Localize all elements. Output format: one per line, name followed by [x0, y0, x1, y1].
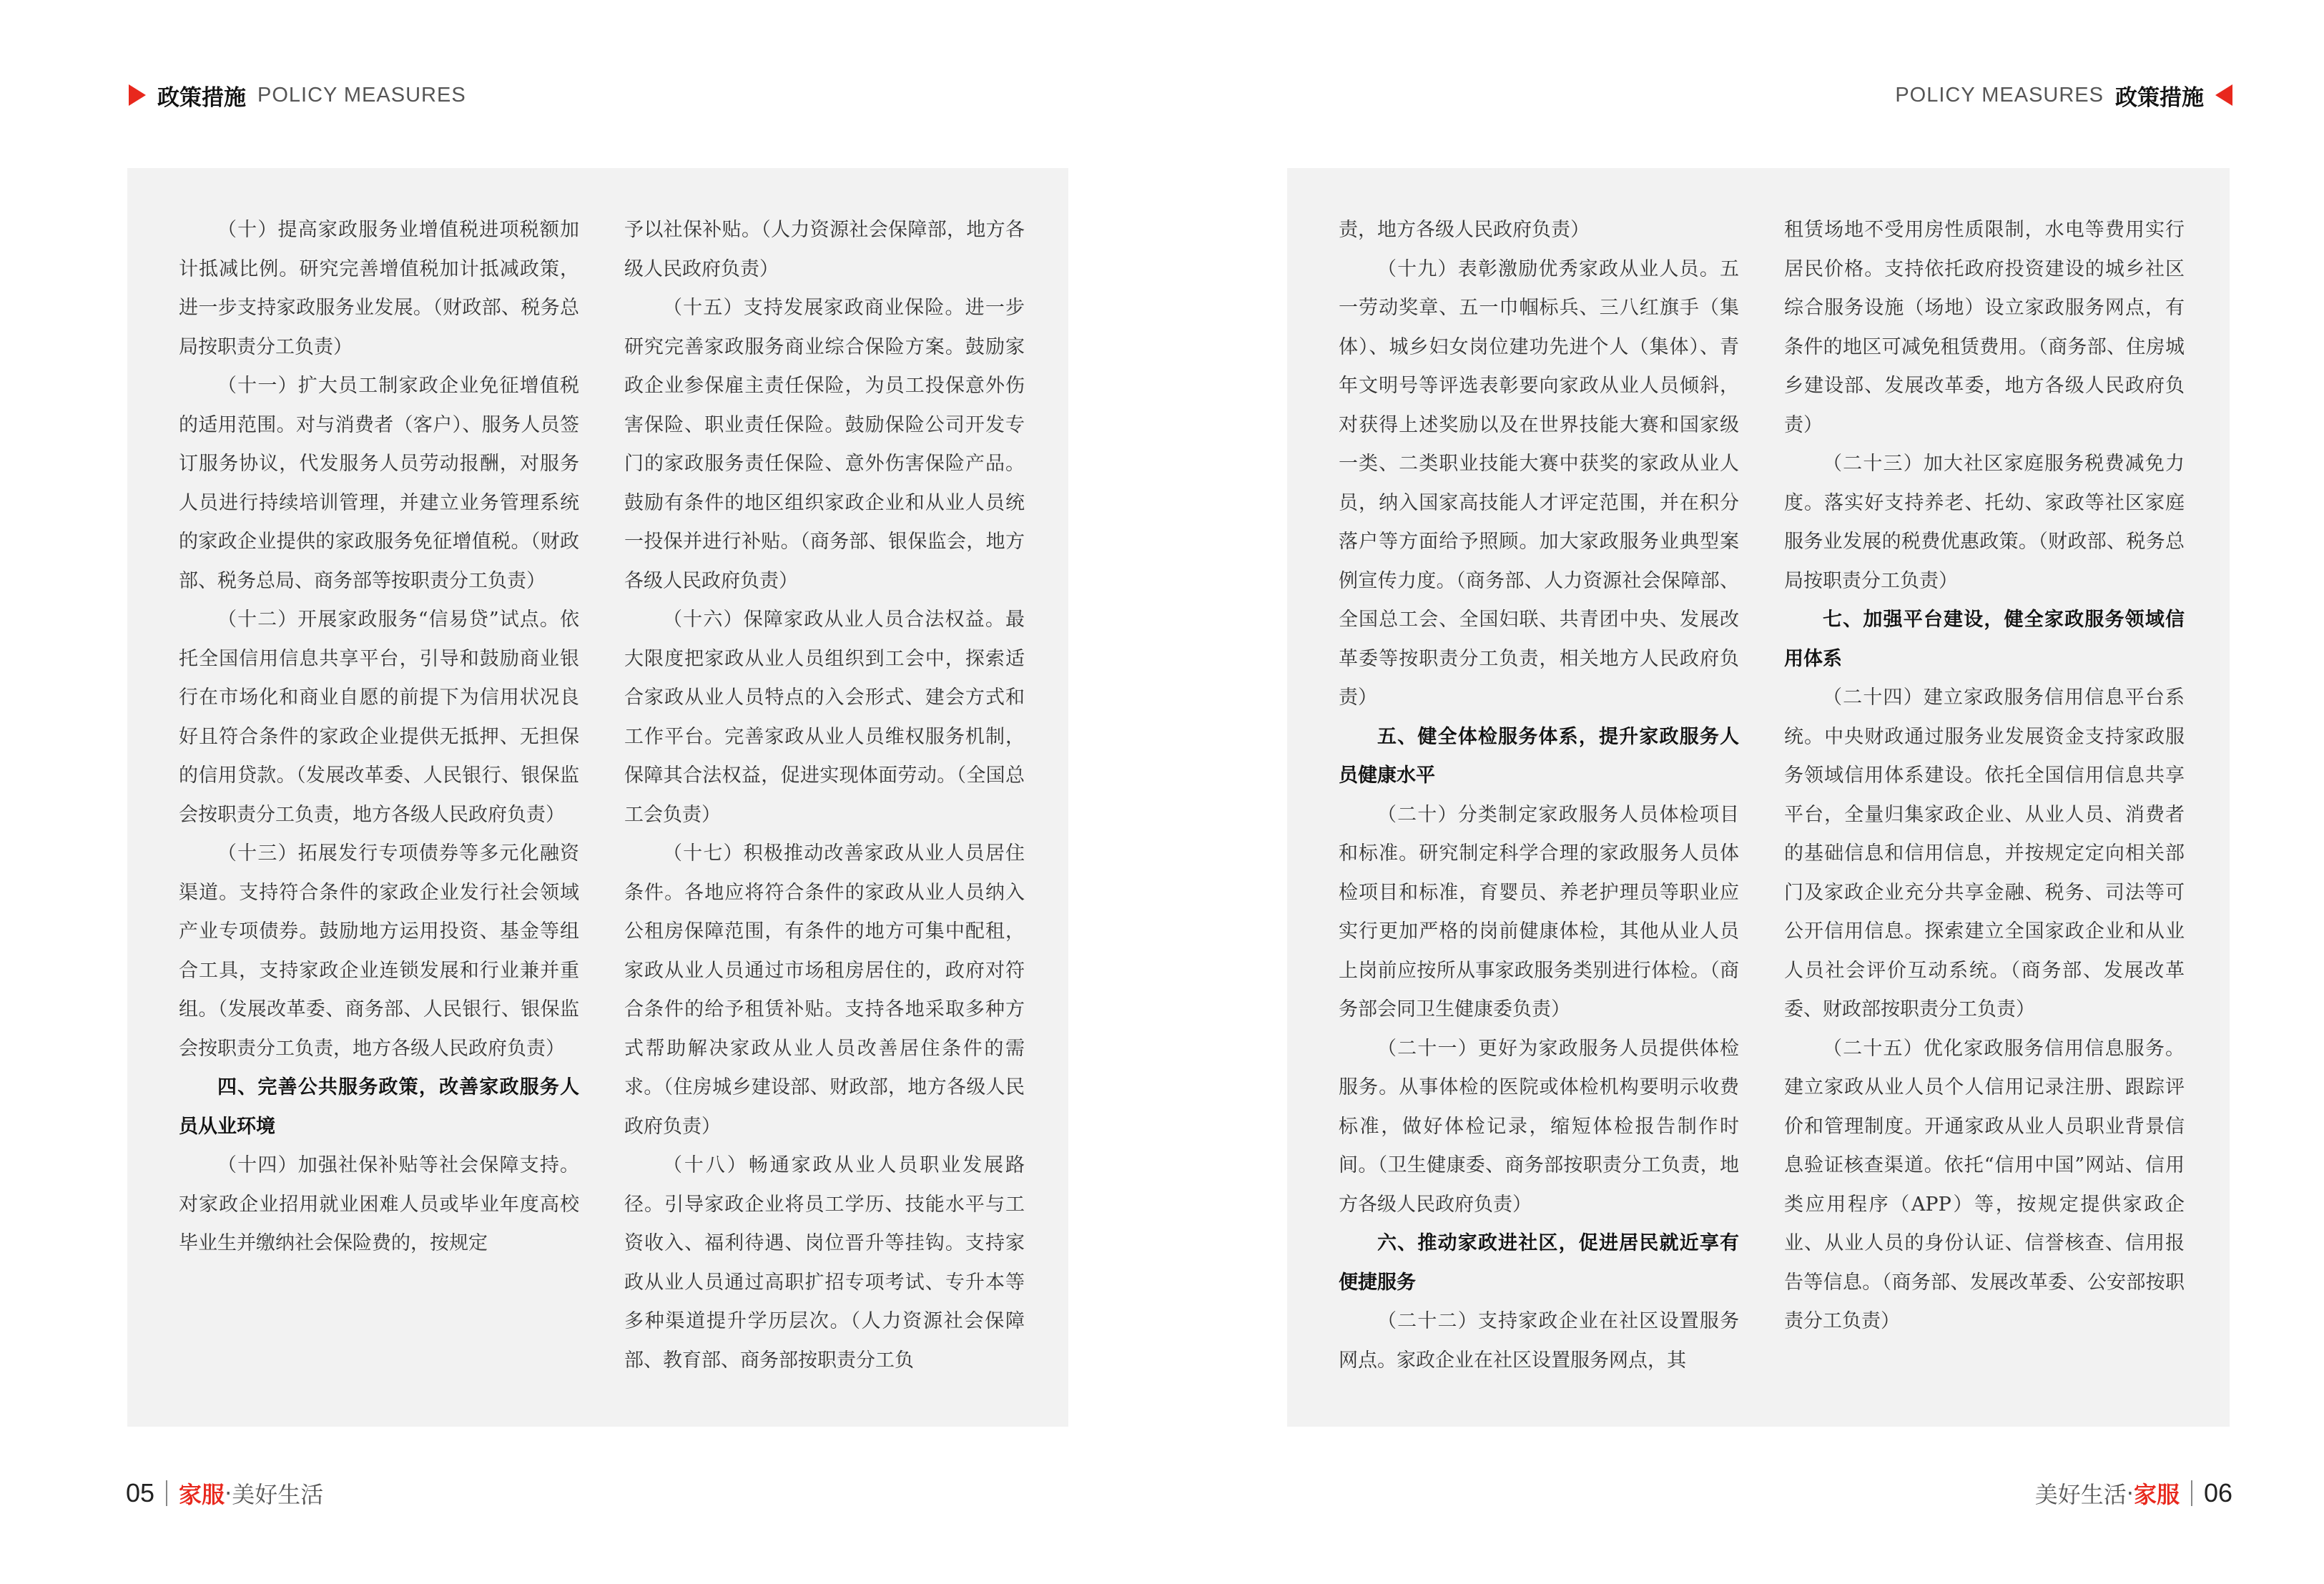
section-heading: 五、健全体检服务体系，提升家政服务人员健康水平: [1339, 725, 1739, 787]
paragraph: （二十二）支持家政企业在社区设置服务网点。家政企业在社区设置服务网点，其: [1339, 1310, 1739, 1372]
section-heading: 四、完善公共服务政策，改善家政服务人员从业环境: [179, 1076, 579, 1138]
brand-slogan: 美好生活: [2034, 1481, 2127, 1508]
right-page-panel: [1287, 168, 2230, 1427]
paragraph: （二十一）更好为家政服务人员提供体检服务。从事体检的医院或体检机构要明示收费标准，做好体检记录，缩短体检报告制作时间。（卫生健康委、商务部按职责分工负责，地方各级人民政府负责）: [1339, 1037, 1739, 1216]
left-page-column-1: [179, 211, 579, 1264]
section-title-cn: 政策措施: [2115, 84, 2204, 111]
brand-dot: ·: [2126, 1480, 2134, 1507]
paragraph: （二十五）优化家政服务信用信息服务。建立家政从业人员个人信用记录注册、跟踪评价和管理制度。开通家政从业人员职业背景信息验证核查渠道。依托“信用中国”网站、信用类应用程序（APP）等，按规定提供家政企业、从业人员的身份认证、信誉核查、信用报告等信息。（商务部、发展改革委、公安部按职责分工负责）: [1784, 1037, 2185, 1332]
brand-name: 家服: [179, 1481, 225, 1508]
left-page-header: [129, 77, 466, 113]
paragraph: （十八）畅通家政从业人员职业发展路径。引导家政企业将员工学历、技能水平与工资收入、福利待遇、岗位晋升等挂钩。支持家政从业人员通过高职扩招专项考试、专升本等多种渠道提升学历层次。（人力资源社会保障部、教育部、商务部按职责分工负: [624, 1154, 1025, 1372]
brand-dot: ·: [225, 1480, 232, 1507]
paragraph: （十六）保障家政从业人员合法权益。最大限度把家政从业人员组织到工会中，探索适合家政从业人员特点的入会形式、建会方式和工作平台。完善家政从业人员维权服务机制，保障其合法权益，促进实现体面劳动。（全国总工会负责）: [624, 609, 1025, 826]
footer-divider: [2191, 1480, 2192, 1506]
left-page-footer: [126, 1473, 323, 1513]
paragraph-continuation: 租赁场地不受用房性质限制，水电等费用实行居民价格。支持依托政府投资建设的城乡社区综合服务设施（场地）设立家政服务网点，有条件的地区可减免租赁费用。（商务部、住房城乡建设部、发展改革委，地方各级人民政府负责）: [1784, 219, 2185, 436]
brand-slogan: 美好生活: [232, 1481, 324, 1508]
paragraph: （二十三）加大社区家庭服务税费减免力度。落实好支持养老、托幼、家政等社区家庭服务业发展的税费优惠政策。（财政部、税务总局按职责分工负责）: [1784, 453, 2185, 592]
right-page-column-1: [1339, 211, 1739, 1380]
paragraph: （十三）拓展发行专项债券等多元化融资渠道。支持符合条件的家政企业发行社会领域产业专项债券。鼓励地方运用投资、基金等组合工具，支持家政企业连锁发展和行业兼并重组。（发展改革委、商务部、人民银行、银保监会按职责分工负责，地方各级人民政府负责）: [179, 842, 579, 1060]
section-title-cn: 政策措施: [157, 84, 246, 111]
section-title-en: POLICY MEASURES: [1895, 83, 2104, 107]
brand-name: 家服: [2133, 1481, 2180, 1508]
right-page-column-2: [1784, 211, 2185, 1342]
section-heading: 七、加强平台建设，健全家政服务领域信用体系: [1784, 609, 2185, 670]
left-page-column-2: [624, 211, 1025, 1380]
right-page-header: [1895, 77, 2232, 113]
section-heading: 六、推动家政进社区，促进居民就近享有便捷服务: [1339, 1232, 1739, 1294]
paragraph: （十一）扩大员工制家政企业免征增值税的适用范围。对与消费者（客户）、服务人员签订服务协议，代发服务人员劳动报酬，对服务人员进行持续培训管理，并建立业务管理系统的家政企业提供的家政服务免征增值税。（财政部、税务总局、商务部等按职责分工负责）: [179, 375, 579, 592]
right-page-footer: [2035, 1473, 2232, 1513]
paragraph: （十九）表彰激励优秀家政从业人员。五一劳动奖章、五一巾帼标兵、三八红旗手（集体）、城乡妇女岗位建功先进个人（集体）、青年文明号等评选表彰要向家政从业人员倾斜，对获得上述奖励以及在世界技能大赛和国家级一类、二类职业技能大赛中获奖的家政从业人员，纳入国家高技能人才评定范围，并在积分落户等方面给予照顾。加大家政服务业典型案例宣传力度。（商务部、人力资源社会保障部、全国总工会、全国妇联、共青团中央、发展改革委等按职责分工负责，相关地方人民政府负责）: [1339, 257, 1739, 709]
paragraph: （十五）支持发展家政商业保险。进一步研究完善家政服务商业综合保险方案。鼓励家政企业参保雇主责任保险，为员工投保意外伤害保险、职业责任保险。鼓励保险公司开发专门的家政服务责任保险、意外伤害保险产品。鼓励有条件的地区组织家政企业和从业人员统一投保并进行补贴。（商务部、银保监会，地方各级人民政府负责）: [624, 297, 1025, 592]
triangle-marker-icon: [129, 84, 146, 106]
left-page-panel: [127, 168, 1068, 1427]
paragraph: （十）提高家政服务业增值税进项税额加计抵减比例。研究完善增值税加计抵减政策，进一步支持家政服务业发展。（财政部、税务总局按职责分工负责）: [179, 219, 579, 358]
section-title-en: POLICY MEASURES: [257, 83, 466, 107]
paragraph-continuation: 责，地方各级人民政府负责）: [1339, 219, 1590, 241]
paragraph: （二十）分类制定家政服务人员体检项目和标准。研究制定科学合理的家政服务人员体检项目和标准，育婴员、养老护理员等职业应实行更加严格的岗前健康体检，其他从业人员上岗前应按所从事家政服务类别进行体检。（商务部会同卫生健康委负责）: [1339, 803, 1739, 1020]
paragraph: （十四）加强社保补贴等社会保障支持。对家政企业招用就业困难人员或毕业年度高校毕业生并缴纳社会保险费的，按规定: [179, 1154, 579, 1254]
paragraph-continuation: 予以社保补贴。（人力资源社会保障部，地方各级人民政府负责）: [624, 219, 1025, 280]
triangle-marker-icon: [2215, 84, 2232, 106]
page-number: 06: [2203, 1478, 2232, 1507]
paragraph: （二十四）建立家政服务信用信息平台系统。中央财政通过服务业发展资金支持家政服务领域信用体系建设。依托全国信用信息共享平台，全量归集家政企业、从业人员、消费者的基础信息和信用信息，并按规定定向相关部门及家政企业充分共享金融、税务、司法等可公开信用信息。探索建立全国家政企业和从业人员社会评价互动系统。（商务部、发展改革委、财政部按职责分工负责）: [1784, 687, 2185, 1020]
footer-divider: [166, 1480, 167, 1506]
paragraph: （十七）积极推动改善家政从业人员居住条件。各地应将符合条件的家政从业人员纳入公租房保障范围，有条件的地方可集中配租，家政从业人员通过市场租房居住的，政府对符合条件的给予租赁补贴。支持各地采取多种方式帮助解决家政从业人员改善居住条件的需求。（住房城乡建设部、财政部，地方各级人民政府负责）: [624, 842, 1025, 1138]
page-number: 05: [126, 1478, 155, 1507]
paragraph: （十二）开展家政服务“信易贷”试点。依托全国信用信息共享平台，引导和鼓励商业银行在市场化和商业自愿的前提下为信用状况良好且符合条件的家政企业提供无抵押、无担保的信用贷款。（发展改革委、人民银行、银保监会按职责分工负责，地方各级人民政府负责）: [179, 609, 579, 826]
